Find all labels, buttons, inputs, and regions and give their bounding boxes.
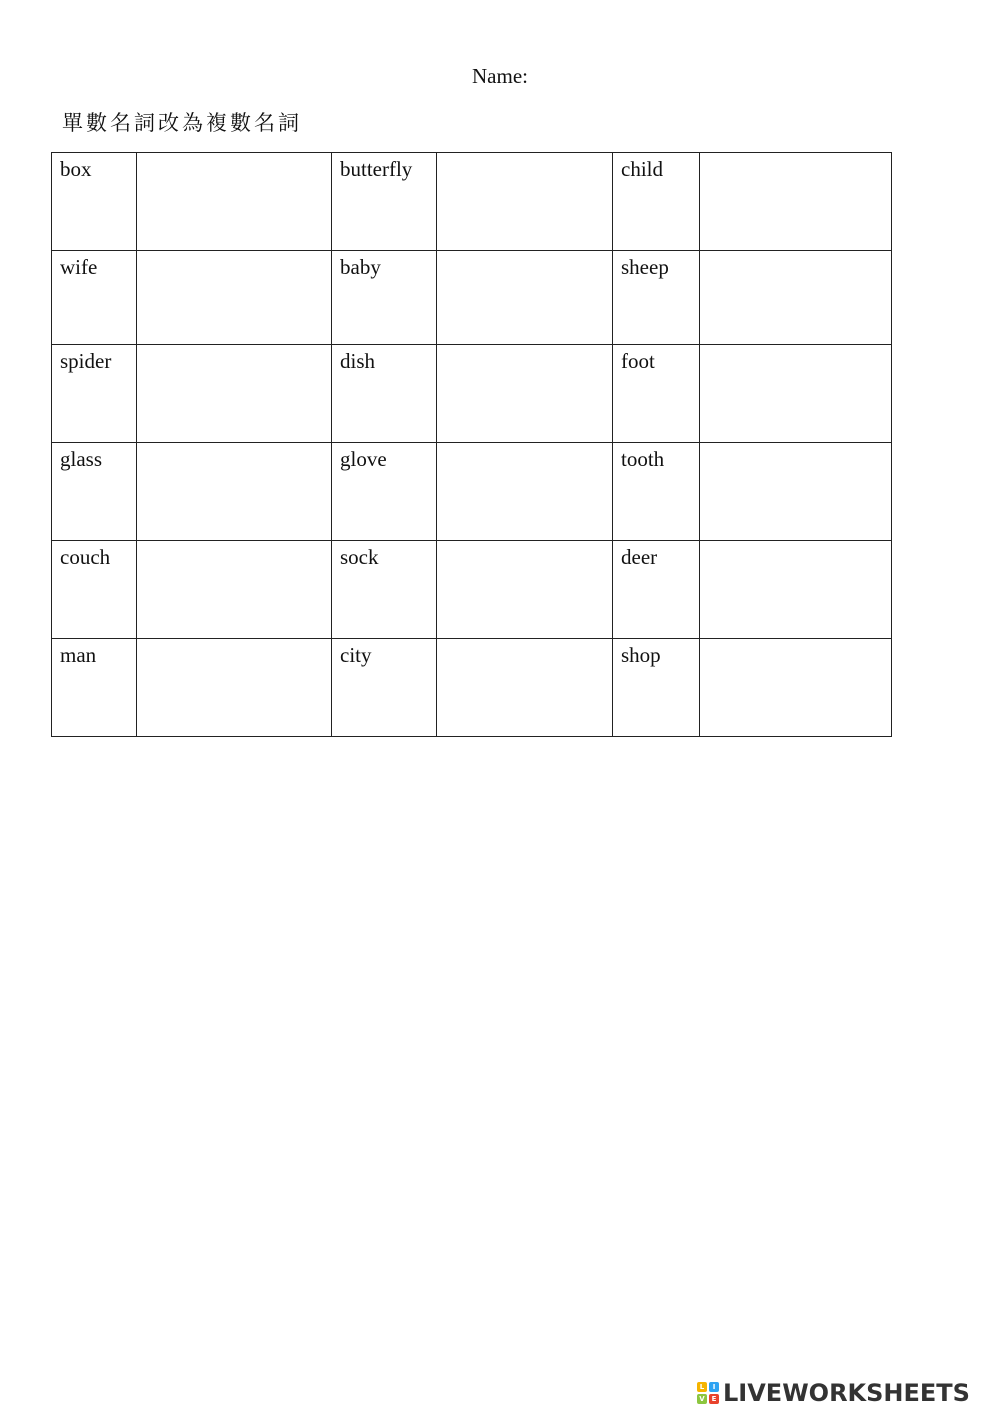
singular-word: child (613, 153, 700, 251)
singular-word: spider (52, 345, 137, 443)
answer-box[interactable] (137, 251, 332, 345)
singular-word: man (52, 639, 137, 737)
answer-box[interactable] (437, 541, 613, 639)
table-row (52, 345, 892, 443)
instructions-heading: 單數名詞改為複數名詞 (62, 111, 302, 135)
logo-mark-tile: V (697, 1394, 707, 1404)
logo-mark-tile: E (709, 1394, 719, 1404)
table-row (52, 541, 892, 639)
worksheet-table (51, 152, 892, 737)
singular-word: shop (613, 639, 700, 737)
singular-word: butterfly (332, 153, 437, 251)
name-label: Name: (472, 64, 528, 88)
logo-mark-icon (697, 1382, 719, 1404)
answer-box[interactable] (137, 345, 332, 443)
logo-text: LIVEWORKSHEETS (723, 1379, 970, 1407)
singular-word: city (332, 639, 437, 737)
singular-word: couch (52, 541, 137, 639)
answer-box[interactable] (437, 639, 613, 737)
singular-word: sock (332, 541, 437, 639)
logo-mark-tile: L (697, 1382, 707, 1392)
singular-word: box (52, 153, 137, 251)
table-row (52, 153, 892, 251)
answer-box[interactable] (137, 639, 332, 737)
table-row (52, 639, 892, 737)
answer-box[interactable] (137, 541, 332, 639)
singular-word: wife (52, 251, 137, 345)
answer-box[interactable] (437, 443, 613, 541)
singular-word: glove (332, 443, 437, 541)
singular-word: deer (613, 541, 700, 639)
singular-word: baby (332, 251, 437, 345)
answer-box[interactable] (437, 345, 613, 443)
answer-box[interactable] (700, 443, 892, 541)
answer-box[interactable] (437, 153, 613, 251)
answer-box[interactable] (700, 345, 892, 443)
answer-box[interactable] (700, 153, 892, 251)
answer-box[interactable] (137, 153, 332, 251)
singular-word: tooth (613, 443, 700, 541)
singular-word: sheep (613, 251, 700, 345)
table-row (52, 251, 892, 345)
answer-box[interactable] (437, 251, 613, 345)
liveworksheets-logo[interactable] (697, 1378, 970, 1408)
answer-box[interactable] (700, 251, 892, 345)
logo-mark-tile: I (709, 1382, 719, 1392)
singular-word: glass (52, 443, 137, 541)
singular-word: foot (613, 345, 700, 443)
table-row (52, 443, 892, 541)
answer-box[interactable] (137, 443, 332, 541)
answer-box[interactable] (700, 639, 892, 737)
singular-word: dish (332, 345, 437, 443)
answer-box[interactable] (700, 541, 892, 639)
